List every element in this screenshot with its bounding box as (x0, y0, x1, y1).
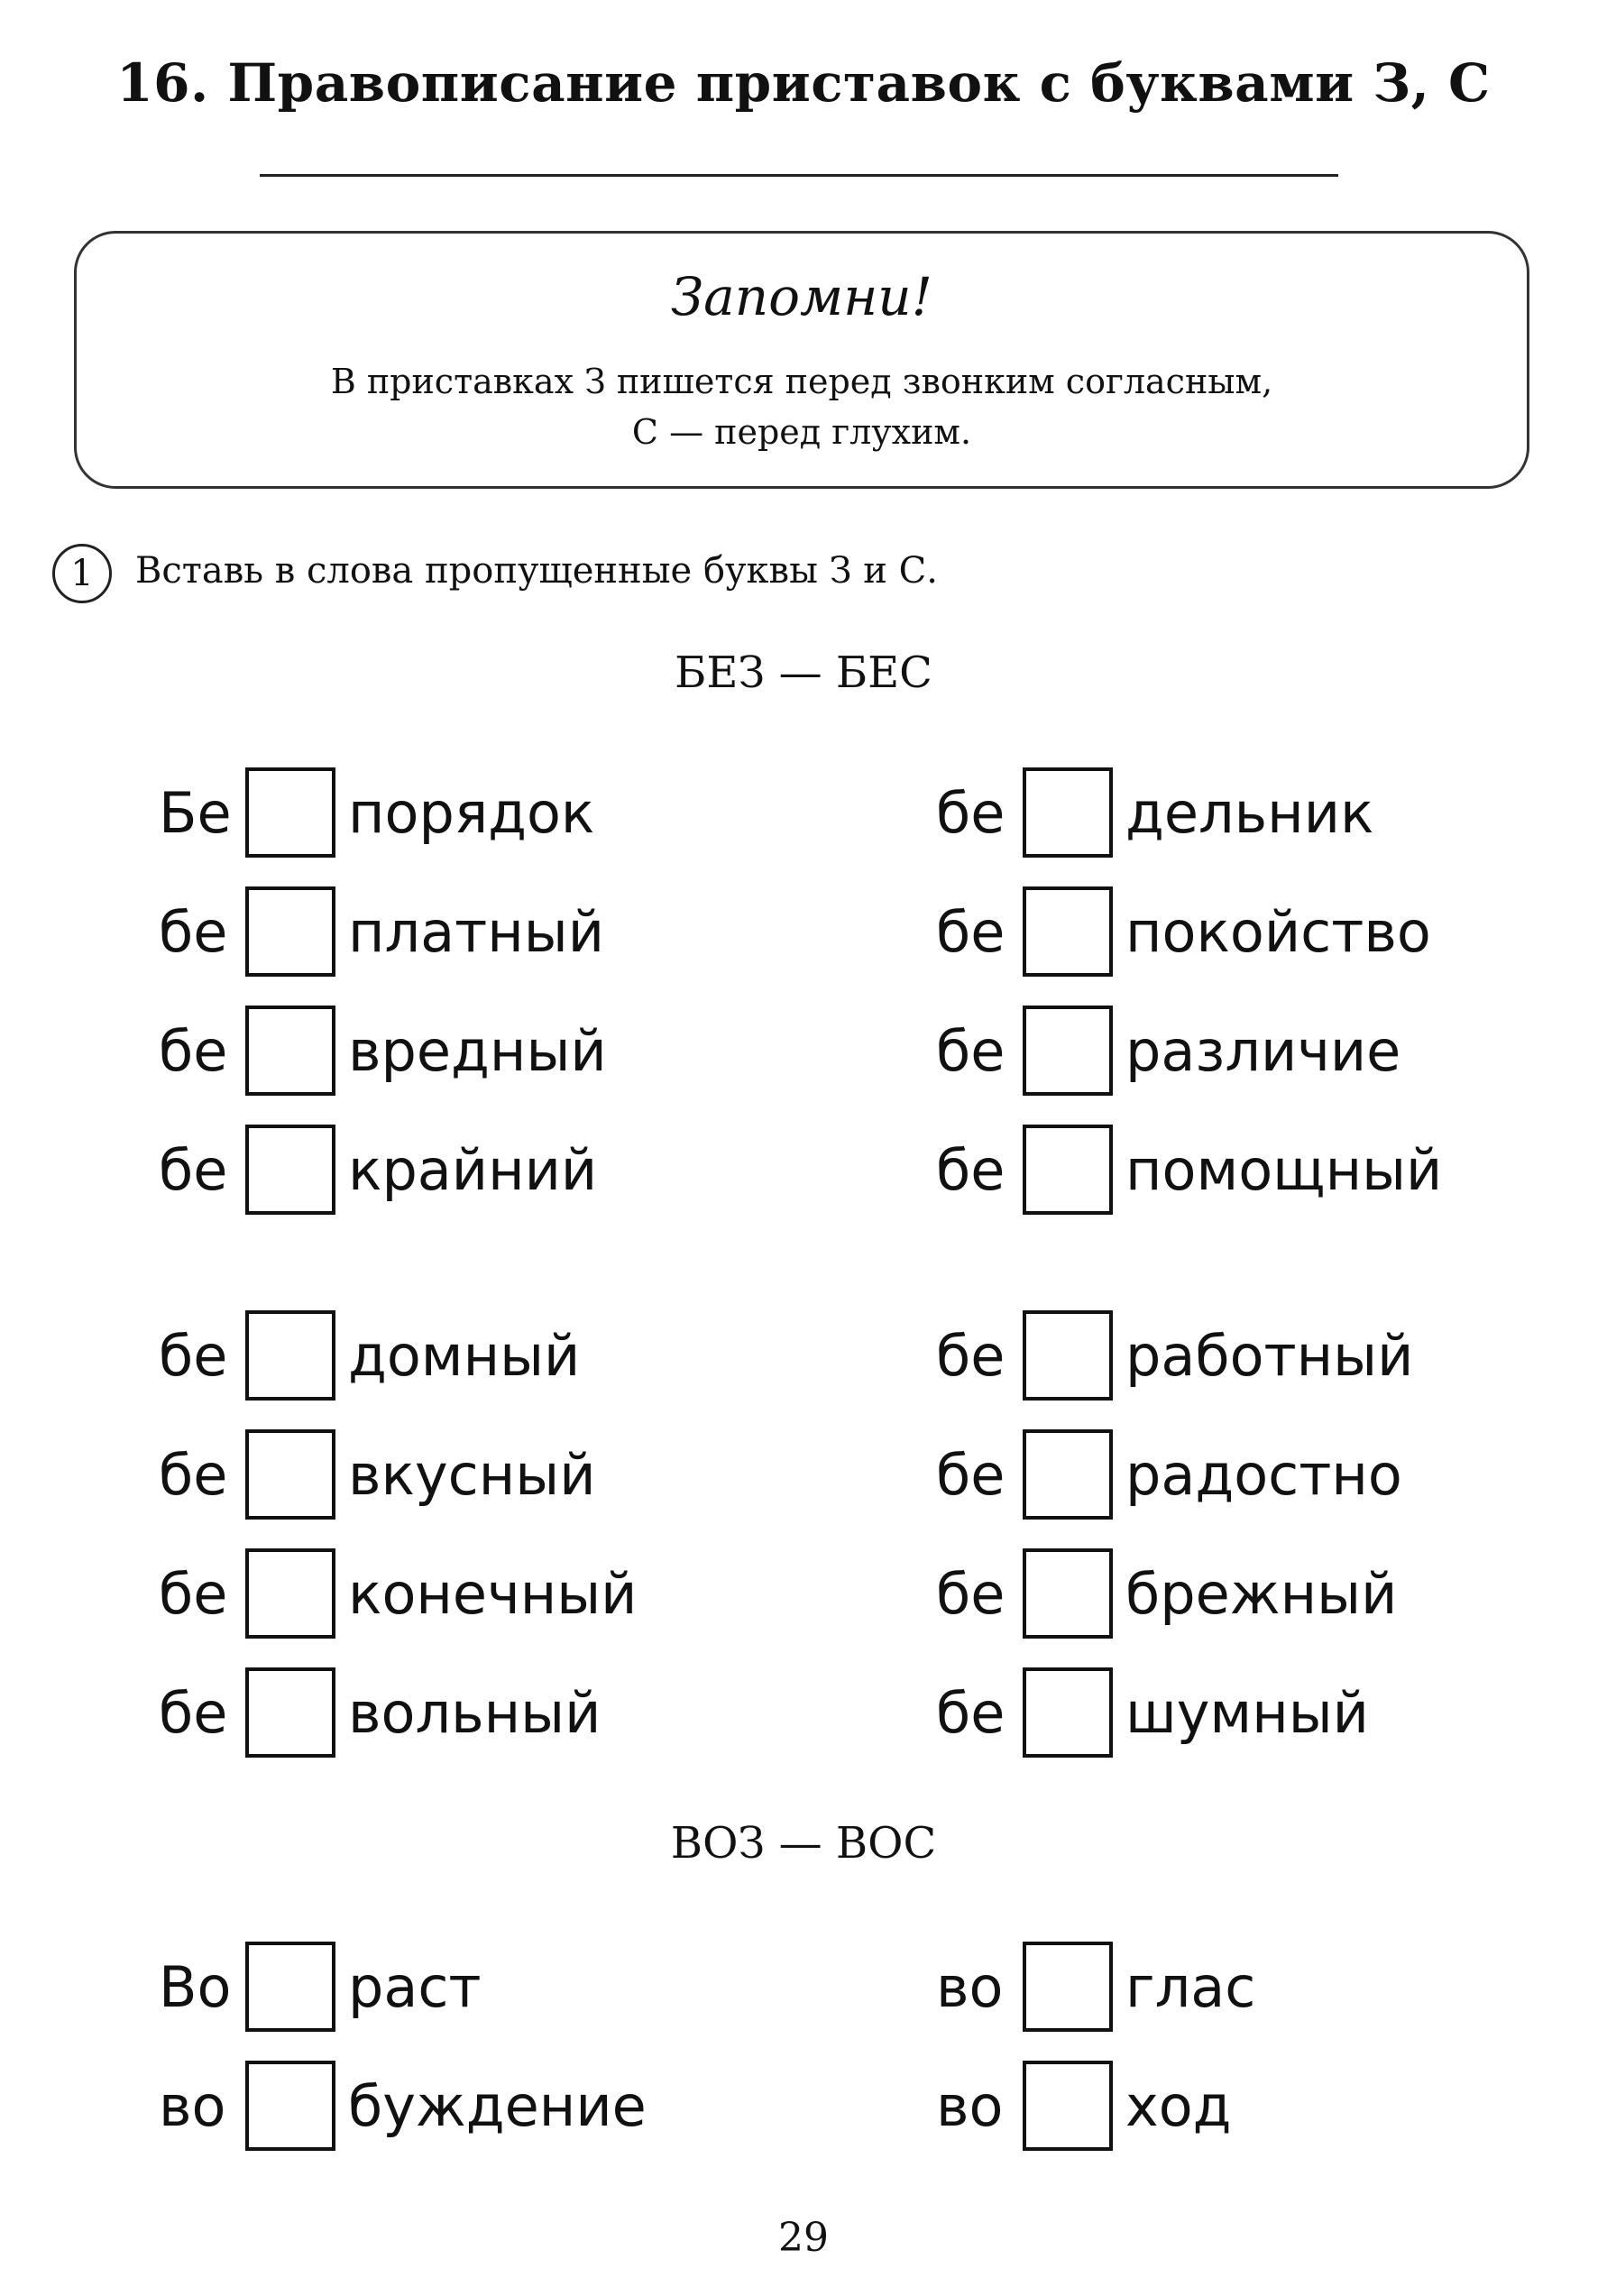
word-prefix: бе (936, 898, 1006, 965)
word-ending: работный (1125, 1322, 1414, 1389)
word-ending: брежный (1125, 1560, 1398, 1627)
answer-box[interactable] (245, 1310, 335, 1401)
word-item (936, 1937, 1255, 2036)
answer-box[interactable] (1023, 1942, 1113, 2032)
word-ending: покойство (1125, 898, 1431, 965)
answer-box[interactable] (1023, 1006, 1113, 1096)
word-item (159, 1306, 580, 1405)
word-ending: шумный (1125, 1679, 1369, 1746)
word-prefix: бе (159, 1679, 228, 1746)
title-underline (260, 174, 1338, 177)
word-prefix: во (936, 1953, 1004, 2020)
section-label-bez-bes: БЕЗ — БЕС (675, 647, 932, 698)
remember-rule-box (74, 231, 1529, 489)
word-ending: радостно (1125, 1441, 1402, 1508)
word-prefix: бе (159, 1017, 228, 1084)
word-item (159, 1663, 601, 1762)
word-item (936, 1544, 1397, 1643)
answer-box[interactable] (245, 886, 335, 977)
answer-box[interactable] (1023, 886, 1113, 977)
word-ending: конечный (348, 1560, 638, 1627)
answer-box[interactable] (245, 2061, 335, 2151)
word-item (159, 882, 604, 981)
rule-text-line-2: С — перед глухим. (631, 412, 972, 452)
rule-text-line-1: В приставках З пишется перед звонким согласным, (330, 362, 1273, 401)
answer-box[interactable] (245, 1125, 335, 1215)
answer-box[interactable] (1023, 1310, 1113, 1401)
word-item (936, 1001, 1400, 1100)
word-item (936, 882, 1431, 981)
word-prefix: бе (936, 1679, 1006, 1746)
task-number-badge: 1 (52, 544, 112, 603)
word-prefix: во (159, 2072, 226, 2139)
answer-box[interactable] (245, 1429, 335, 1520)
answer-box[interactable] (245, 1942, 335, 2032)
word-ending: различие (1125, 1017, 1401, 1084)
word-item (936, 763, 1373, 862)
word-ending: дельник (1125, 779, 1374, 846)
page-number: 29 (778, 2215, 829, 2261)
word-ending: раст (348, 1953, 482, 2020)
word-prefix: бе (159, 898, 228, 965)
word-prefix: бе (936, 1136, 1006, 1203)
word-prefix: Во (159, 1953, 232, 2020)
word-ending: буждение (348, 2072, 647, 2139)
answer-box[interactable] (1023, 1667, 1113, 1758)
word-prefix: бе (159, 1441, 228, 1508)
answer-box[interactable] (245, 1667, 335, 1758)
word-item (159, 1001, 607, 1100)
word-prefix: бе (936, 779, 1006, 846)
answer-box[interactable] (245, 1006, 335, 1096)
page-title: 16. Правописание приставок с буквами З, С (116, 52, 1491, 114)
word-item (159, 763, 594, 862)
task-instruction: Вставь в слова пропущенные буквы З и С. (135, 550, 938, 592)
word-item (159, 1544, 637, 1643)
word-item (936, 1663, 1369, 1762)
word-item (936, 1120, 1442, 1219)
word-prefix: Бе (159, 779, 232, 846)
answer-box[interactable] (1023, 1429, 1113, 1520)
word-item (936, 2056, 1232, 2155)
word-ending: вредный (348, 1017, 607, 1084)
word-ending: крайний (348, 1136, 598, 1203)
word-item (159, 1937, 482, 2036)
word-item (936, 1425, 1402, 1524)
section-label-voz-vos: ВОЗ — ВОС (670, 1818, 937, 1869)
word-ending: глас (1125, 1953, 1256, 2020)
word-prefix: бе (159, 1136, 228, 1203)
word-ending: ход (1125, 2072, 1232, 2139)
word-prefix: бе (936, 1322, 1006, 1389)
rule-heading: Запомни! (671, 266, 932, 327)
word-prefix: бе (936, 1017, 1006, 1084)
answer-box[interactable] (1023, 1548, 1113, 1639)
word-item (159, 2056, 647, 2155)
word-ending: порядок (348, 779, 595, 846)
word-item (936, 1306, 1413, 1405)
answer-box[interactable] (1023, 2061, 1113, 2151)
word-item (159, 1425, 596, 1524)
word-ending: вкусный (348, 1441, 596, 1508)
answer-box[interactable] (245, 767, 335, 858)
word-ending: помощный (1125, 1136, 1443, 1203)
answer-box[interactable] (245, 1548, 335, 1639)
word-prefix: во (936, 2072, 1004, 2139)
word-prefix: бе (159, 1322, 228, 1389)
answer-box[interactable] (1023, 1125, 1113, 1215)
word-prefix: бе (936, 1560, 1006, 1627)
word-item (159, 1120, 597, 1219)
word-ending: вольный (348, 1679, 601, 1746)
answer-box[interactable] (1023, 767, 1113, 858)
word-ending: домный (348, 1322, 581, 1389)
word-prefix: бе (159, 1560, 228, 1627)
word-ending: платный (348, 898, 605, 965)
word-prefix: бе (936, 1441, 1006, 1508)
